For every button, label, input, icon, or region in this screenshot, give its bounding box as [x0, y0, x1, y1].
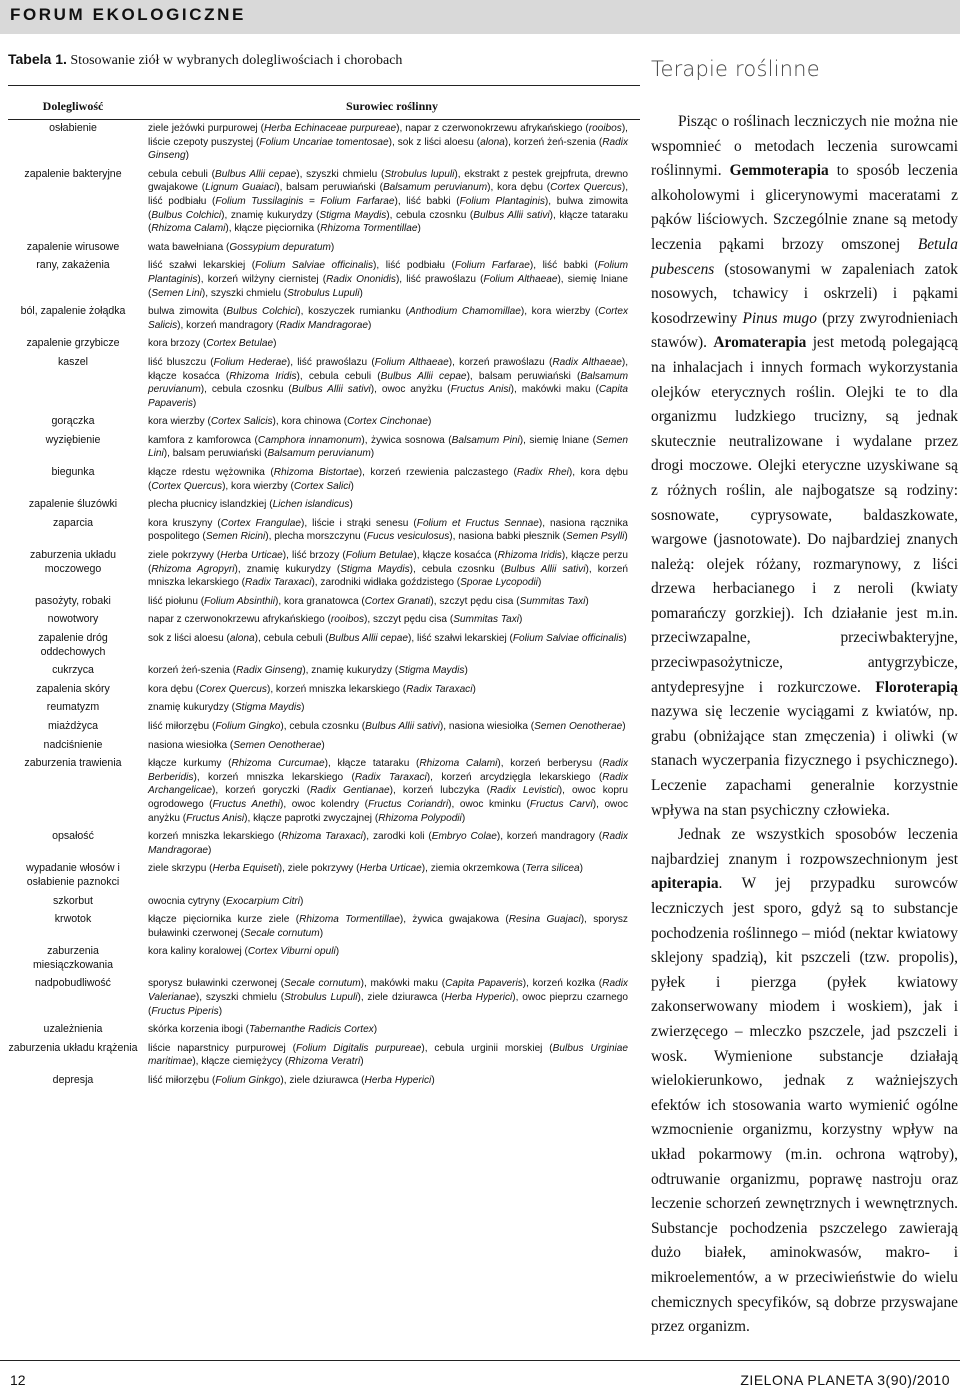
- ailment-cell: zapalenie śluzówki: [28, 498, 118, 511]
- ailment-cell: zaburzenia miesiączkowania: [32, 945, 114, 971]
- table-top-rule: [8, 85, 640, 86]
- table-row: [8, 168, 640, 236]
- ailment-cell: cukrzyca: [52, 664, 94, 677]
- herbs-cell: sok z liści aloesu (alona), cebula cebuli (Bulbus Allii cepae), liść szałwi lekarskiej (Folium Salviae officinalis): [148, 633, 627, 644]
- herbs-cell: cebula cebuli (Bulbus Allii cepae), szyszki chmielu (Strobulus lupuli), ekstrakt z pestek grejpfruta, drewno gwajakowe (Lignum Guaiaci), balsam peruwiański (Balsamum peruvianum), kora dębu (Cortex Quercus), liść podbiału (Folium Tussilaginis = Folium Farfarae), liść babki (Folium Plantaginis), bulwa zimowita (Bulbus Colchici), znamię kukurydzy (Stigma Maydis), cebula czosnku (Bulbus Allii sativi), kłącze tataraku (Rhizoma Calami), kłącze pięciornika (Rhizoma Tormentillae): [148, 168, 628, 235]
- table-row: [8, 613, 640, 627]
- table-caption-text: Stosowanie ziół w wybranych dolegliwościach i chorobach: [66, 53, 403, 68]
- table-row: [8, 1023, 640, 1037]
- table-caption-label: Tabela 1.: [8, 51, 67, 67]
- table-row: [8, 241, 640, 255]
- herbs-cell: liść piołunu (Folium Absinthii), kora granatowca (Cortex Granati), szczyt pędu cisa (Summitas Taxi): [148, 595, 589, 607]
- ailment-cell: reumatyzm: [46, 701, 100, 714]
- table-row: [8, 305, 640, 332]
- table-row: [8, 895, 640, 909]
- herbs-cell: ziele jeżówki purpurowej (Herba Echinaceae purpureae), napar z czerwonokrzewu afrykańskiego (rooibos), liście czepoty puszystej (Folium Uncariae tomentosae), sok z liści aloesu (alona), korzeń żeń-szenia (Radix Ginseng): [148, 123, 628, 162]
- table-row: [8, 337, 640, 351]
- ailment-cell: zaburzenia układu moczowego: [30, 549, 116, 575]
- ailment-cell: miażdżyca: [47, 719, 99, 732]
- section-label: FORUM EKOLOGICZNE: [10, 5, 246, 24]
- table-row: [8, 434, 640, 461]
- herbs-cell: liść miłorzębu (Folium Ginkgo), ziele dziurawca (Herba Hyperici): [148, 1075, 435, 1087]
- herbs-cell: kora kruszyny (Cortex Frangulae), liście i strąki senesu (Folium et Fructus Sennae), nasiona rącznika pospolitego (Semen Ricini), plecha morszczynu (Fucus vesiculosus), nasiona babki płesznik (Semen Psylli): [148, 517, 628, 543]
- table-row: [8, 1042, 640, 1069]
- ailment-cell: zapalenie bakteryjne: [24, 167, 122, 180]
- ailment-cell: wypadanie włosów i osłabienie paznokci: [26, 862, 120, 888]
- herbs-cell: korzeń mniszka lekarskiego (Rhizoma Taraxaci), zarodki koli (Embryo Colae), korzeń mandragory (Radix Mandragorae): [148, 831, 628, 856]
- ailment-cell: krwotok: [54, 913, 92, 926]
- herbs-cell: liść miłorzębu (Folium Gingko), cebula czosnku (Bulbus Allii sativi), nasiona wiesiołka (Semen Oenotherae): [148, 720, 626, 732]
- table-row: [8, 517, 640, 544]
- table-row: [8, 830, 640, 857]
- herbs-cell: korzeń żeń-szenia (Radix Ginseng), znamię kukurydzy (Stigma Maydis): [148, 665, 468, 677]
- ailment-cell: zaburzenia układu krążenia: [8, 1041, 138, 1054]
- ailment-cell: biegunka: [51, 466, 95, 479]
- herbs-cell: kora kaliny koralowej (Cortex Viburni opuli): [148, 946, 340, 958]
- sidebar-paragraph: Pisząc o roślinach leczniczych nie można nie wspomnieć o metodach leczenia surowcami roślinnymi. Gemmoterapia to sposób leczenia alkoholowymi i glicerynowymi maceratami z pąków liściowych. Szczególnie znane są metody leczenia pąkami brzozy omszonej Betula pubescens (stosowanymi w zapaleniach zatok nosowych, tchawicy i oskrzeli) i pąkami kosodrzewiny Pinus mugo (przy zwyrodnieniach stawów). Aromaterapia jest metodą polegającą na inhalacjach i innych formach wykorzystania olejków eterycznych roślin. Olejki te to dla organizmu ludzkiego trucizny, są jednak skutecznie neutralizowane i wydalane przez drogi moczowe. Olejki eteryczne uzyskiwane są z różnych roślin, ale najbogatsze są rodziny: sosnowate, cyprysowate, baldaszkowate, wargowe (jasnotowate). Do najbardziej znanych należą: olejek różany, rozmarynowy, z liści drzewa herbacianego i z neroli (kwiaty pomarańczy gorzkiej). Ich działanie jest m.in. przeciwzapalne, przeciwbakteryjne, przeciwpasożytnicze, antygrzybicze, antydepresyjne i rozkurczowe. Floroterapią nazywa się leczenie wyciągami z kwiatów, np. grabu (obniżające stan zmęczenia) i oliwki (w stanach wyczerpania fizycznego i psychicznego). Leczenie zapachami generalnie korzystnie wpływa na stan psychiczny człowieka.: [651, 113, 959, 819]
- table-row: [8, 739, 640, 753]
- table-row: [8, 415, 640, 429]
- herbs-cell: liść bluszczu (Folium Hederae), liść prawoślazu (Folium Althaeae), korzeń prawoślazu (Radix Althaeae), kłącze kosaćca (Rhizoma Iridis), cebula cebuli (Bulbus Allii cepae), balsam peruwiański (Balsamum peruvianum), cebula czosnku (Bulbus Allii sativi), owoc anyżku (Fructus Anisi), makówki maku (Capita Papaveris): [148, 356, 629, 409]
- table-row: [8, 549, 640, 590]
- table-row: [8, 720, 640, 734]
- herbs-cell: liść szałwi lekarskiej (Folium Salviae officinalis), liść podbiału (Folium Farfarae), liść babki (Folium Plantaginis), korzeń wilżyny ciernistej (Radix Ononidis), liść prawoślazu (Folium Althaeae), siemię lniane (Semen Lini), szyszki chmielu (Strobulus Lupuli): [148, 260, 628, 299]
- ailment-cell: zaparcia: [52, 516, 94, 529]
- table-row: [8, 757, 640, 825]
- ailment-cell: osłabienie: [49, 122, 97, 134]
- herbs-cell: kamfora z kamforowca (Camphora innamonum), żywica sosnowa (Balsamum Pini), siemię lniane (Semen Lini), balsam peruwiański (Balsamum peruvianum): [148, 434, 628, 460]
- herbs-cell: sporysz buławinki czerwonej (Secale cornutum), makówki maku (Capita Papaveris), korzeń kozłka (Radix Valerianae), szyszki chmielu (Strobulus Lupuli), ziele dziurawca (Herba Hyperici), owoc pieprzu czarnego (Fructus Piperis): [148, 978, 628, 1017]
- table-row: [8, 683, 640, 697]
- herbs-table: [8, 122, 640, 1093]
- ailment-cell: pasożyty, robaki: [35, 594, 111, 607]
- ailment-cell: ból, zapalenie żołądka: [20, 305, 126, 318]
- herbs-cell: plecha płucnicy islandzkiej (Lichen islandicus): [148, 499, 353, 511]
- column-header-herbs: Surowiec roślinny: [346, 99, 438, 113]
- herbs-cell: ziele skrzypu (Herba Equiseti), ziele pokrzywy (Herba Urticae), ziemia okrzemkowa (Terra silicea): [148, 863, 583, 875]
- ailment-cell: uzależnienia: [43, 1023, 103, 1036]
- ailment-cell: rany, zakażenia: [36, 259, 110, 272]
- ailment-cell: zapalenie wirusowe: [26, 240, 120, 253]
- table-row: [8, 913, 640, 940]
- herbs-cell: kora brzozy (Cortex Betulae): [148, 338, 277, 350]
- herbs-cell: znamię kukurydzy (Stigma Maydis): [148, 702, 305, 714]
- ailment-cell: nadciśnienie: [43, 738, 103, 751]
- table-row: [8, 122, 640, 163]
- ailment-cell: zaburzenia trawienia: [24, 757, 122, 770]
- ailment-cell: opsałość: [52, 830, 94, 843]
- sidebar-title: Terapie roślinne: [651, 57, 820, 81]
- issue-label: ZIELONA PLANETA 3(90)/2010: [740, 1372, 950, 1388]
- table-row: [8, 1074, 640, 1088]
- table-row: [8, 664, 640, 678]
- ailment-cell: kaszel: [57, 355, 89, 368]
- table-row: [8, 977, 640, 1018]
- herbs-cell: kora wierzby (Cortex Salicis), kora chinowa (Cortex Cinchonae): [148, 416, 432, 428]
- table-row: [8, 945, 640, 972]
- table-header-rule: [8, 119, 640, 120]
- column-header-ailment: Dolegliwość: [42, 99, 104, 113]
- herbs-cell: skórka korzenia ibogi (Tabernanthe Radicis Cortex): [148, 1024, 378, 1036]
- ailment-cell: zapalenia skóry: [36, 682, 110, 695]
- herbs-cell: kłącze pięciornika kurze ziele (Rhizoma Tormentillae), żywica gwajakowa (Resina Guajaci), sporysz buławinki czerwonej (Secale cornutum): [148, 914, 628, 939]
- herbs-cell: kłącze rdestu wężownika (Rhizoma Bistortae), korzeń rzewienia palczastego (Radix Rhei), kora dębu (Cortex Quercus), kora wierzby (Cortex Salici): [148, 467, 628, 492]
- sidebar-paragraph: Jednak ze wszystkich sposobów leczenia najbardziej znanym i rozpowszechnionym jest apiterapia. W jej przypadku surowców leczniczych jest sporo, gdyż są to substancje pochodzenia roślinnego – miód (nektar kwiatowy sklejony spadzią), kit pszczeli (tzw. propolis), pyłek i pierzga (pyłek kwiatowy zakonserwowany miodem i woskiem), jak i zwierzęcego – mleczko pszczele, jad pszczeli i wosk. Wymienione substancje działają wielokierunkowo, jednak z ważniejszych efektów ich stosowania warto wymienić ogólne wzmocnienie organizmu, korzystny wpływ na układ pokarmowy (m.in. ochrona wątroby), odtruwanie organizmu, poprawę nastroju oraz leczenie schorzeń zewnętrznych i wewnętrznych. Substancje pochodzenia pszczelego zawierają dużo białek, aminokwasów, makro- i mikroelementów, a w przeciwieństwie do wielu chemicznych specyfików, są dobrze przyswajane przez organizm.: [651, 826, 958, 1336]
- table-row: [8, 466, 640, 493]
- ailment-cell: nowotwory: [47, 613, 99, 626]
- ailment-cell: nadpobudliwość: [35, 977, 111, 990]
- table-caption: [8, 51, 402, 69]
- table-row: [8, 356, 640, 410]
- herbs-cell: wata bawełniana (Gossypium depuratum): [148, 241, 335, 253]
- section-header-bar: [0, 0, 960, 34]
- herbs-cell: kora dębu (Corex Quercus), korzeń mniszka lekarskiego (Radix Taraxaci): [148, 683, 476, 695]
- herbs-cell: nasiona wiesiołka (Semen Oenotherae): [148, 739, 325, 751]
- ailment-cell: gorączka: [51, 415, 95, 428]
- herbs-cell: kłącze kurkumy (Rhizoma Curcumae), kłącze tataraku (Rhizoma Calami), korzeń berberysu (Radix Berberidis), korzeń mniszka lekarskiego (Radix Taraxaci), korzeń arcydzięgla lekarskiego (Radix Archangelicae), korzeń goryczki (Radix Gentianae), korzeń lubczyka (Radix Levistici), owoc kopru ogrodowego (Fructus Anethi), owoc kolendry (Fructus Coriandri), owoc kminku (Fructus Carvi), owoc anyżku (Fructus Anisi), kłącze paprotki zwyczajnej (Rhizoma Polypodii): [148, 758, 629, 824]
- ailment-cell: depresja: [52, 1074, 94, 1087]
- page-number: 12: [10, 1372, 26, 1388]
- table-row: [8, 862, 640, 889]
- table-row: [8, 632, 640, 659]
- herbs-cell: ziele pokrzywy (Herba Urticae), liść brzozy (Folium Betulae), kłącze kosaćca (Rhizoma Iridis), kłącze perzu (Rhizoma Agropyri), znamię kukurydzy (Stigma Maydis), cebula czosnku (Bulbus Allii sativi), korzeń mniszka lekarskiego (Radix Taraxaci), zarodniki widłaka goździstego (Sporae Lycopodii): [148, 550, 628, 589]
- footer-rule: [0, 1360, 960, 1361]
- ailment-cell: zapalenie grzybicze: [26, 337, 120, 350]
- table-row: [8, 498, 640, 512]
- sidebar-article: [651, 110, 958, 1340]
- herbs-cell: bulwa zimowita (Bulbus Colchici), koszyczek rumianku (Anthodium Chamomillae), kora wierzby (Cortex Salicis), korzeń mandragory (Radix Mandragorae): [148, 306, 629, 331]
- herbs-cell: owocnia cytryny (Exocarpium Citri): [148, 895, 304, 907]
- table-row: [8, 701, 640, 715]
- table-row: [8, 259, 640, 300]
- table-row: [8, 595, 640, 609]
- ailment-cell: zapalenie dróg oddechowych: [38, 632, 108, 658]
- ailment-cell: szkorbut: [52, 894, 94, 907]
- ailment-cell: wyziębienie: [45, 433, 101, 446]
- herbs-cell: napar z czerwonokrzewu afrykańskiego (rooibos), szczyt pędu cisa (Summitas Taxi): [148, 614, 523, 626]
- herbs-cell: liście naparstnicy purpurowej (Folium Digitalis purpureae), cebula urginii morskiej (Bulbus Urginiae maritimae), kłącze ciemiężycy (Rhizoma Veratri): [148, 1042, 628, 1068]
